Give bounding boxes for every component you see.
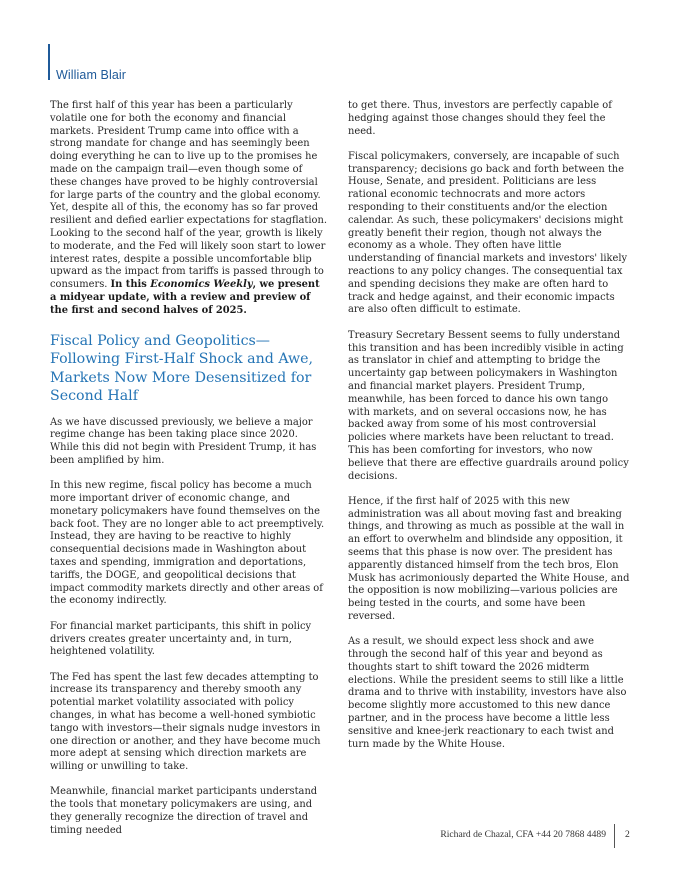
body-paragraph: to get there. Thus, investors are perfectly capable of hedging against those changes should they feel the need.	[348, 100, 612, 137]
intro-paragraph	[50, 100, 328, 318]
body-paragraph: For financial market participants, this shift in policy drivers creates greater uncertainty and, in turn, heightened volatility.	[50, 620, 312, 658]
body-paragraph: As a result, we should expect less shock and awe through the second half of this year and beyond as thoughts start to shift toward the 2026 midterm elections. While the president seems to still like a little drama and to thrive with instability, investors have also become slightly more accustomed to this new dance partner, and in the process have become a little less sensitive and knee-jerk reactionary to each twist and turn made by the White House.	[348, 636, 627, 750]
body-paragraph: Meanwhile, financial market participants understand the tools that monetary policymakers are using, and they generally recognize the direction of travel and timing needed	[50, 786, 318, 836]
brand-name: William Blair	[56, 68, 127, 82]
footer-phone: +44 20 7868 4489	[535, 829, 606, 840]
page-number: 2	[625, 829, 630, 840]
footer-contact	[440, 829, 606, 840]
footer-author: Richard de Chazal, CFA	[440, 829, 534, 840]
intro-bold-tail: , we present a midyear update, with a review and preview of the first and second halves of 2025.	[50, 279, 320, 316]
body-paragraph: Treasury Secretary Bessent seems to fully understand this transition and has been incredibly visible in acting as translator in chief and attempting to bridge the uncertainty gap between policymakers in Washington and financial market players. President Trump, meanwhile, has been forced to dance his own tango with markets, and on several occasions now, he has backed away from some of his most controversial policies where markets have been reluctant to tread. This has been comforting for investors, who now believe that there are effective guardrails around policy decisions.	[348, 329, 629, 482]
body-paragraph: In this new regime, fiscal policy has become a much more important driver of economic change, and monetary policymakers have found themselves on the back foot. They are no longer able to act preemptively. Instead, they are having to be reactive to highly consequential decisions made in Washington about taxes and spending, immigration and deportations, tariffs, the DOGE, and geopolitical decisions that impact commodity markets directly and other areas of the economy indirectly.	[50, 480, 325, 607]
body-paragraph: The Fed has spent the last few decades attempting to increase its transparency and thereby smooth any potential market volatility associated with policy changes, in what has become a well-honed symbiotic tango with investors—their signals nudge investors in one direction or another, and they have become much more adept at sensing which direction markets are willing or unwilling to take.	[50, 671, 321, 773]
publication-title: Economics Weekly	[150, 279, 253, 291]
left-column	[50, 100, 328, 850]
body-paragraph: As we have discussed previously, we believe a major regime change has been taking place since 2020. While this did not begin with President Trump, it has been amplified by him.	[50, 416, 317, 466]
brand-rule	[48, 44, 50, 80]
intro-text: The first half of this year has been a particularly volatile one for both the economy and financial markets. President Trump came into office with a strong mandate for change and has seemingly been doing everything he can to live up to the promises he made on the campaign trail—even though some of these changes have proved to be highly controversial for large parts of the country and the global economy. Yet, despite all of this, the economy has so far proved resilient and defied earlier expectations for stagflation. Looking to the second half of the year, growth is likely to moderate, and the Fed will likely soon start to lower interest rates, despite a possible uncomfortable blip upward as the impact from tariffs is passed through to consumers.	[50, 100, 328, 291]
body-paragraph: Hence, if the first half of 2025 with this new administration was all about moving fast and breaking things, and throwing as much as possible at the wall in an effort to overwhelm and blindside any opposition, it seems that this phase is now over. The president has apparently distanced himself from the tech bros, Elon Musk has acrimoniously departed the White House, and the opposition is now mobilizing—various policies are being tested in the courts, and some have been reversed.	[348, 495, 630, 622]
footer-divider	[614, 824, 615, 848]
body-paragraph: Fiscal policymakers, conversely, are incapable of such transparency; decisions go back and forth between the House, Senate, and president. Politicians are less rational economic technocrats and more actors responding to their constituents and/or the election calendar. As such, these policymakers' decisions might greatly benefit their region, though not always the economy as a whole. They often have little understanding of financial markets and investors' likely reactions to any policy changes. The consequential tax and spending decisions they make are often hard to track and hedge against, and their economic impacts are also often difficult to estimate.	[348, 150, 628, 316]
intro-bold-lead: In this	[110, 279, 147, 291]
section-heading: Fiscal Policy and Geopolitics—Following First-Half Shock and Awe, Markets Now More Desensitized for Second Half	[50, 332, 314, 405]
right-column	[348, 100, 630, 764]
